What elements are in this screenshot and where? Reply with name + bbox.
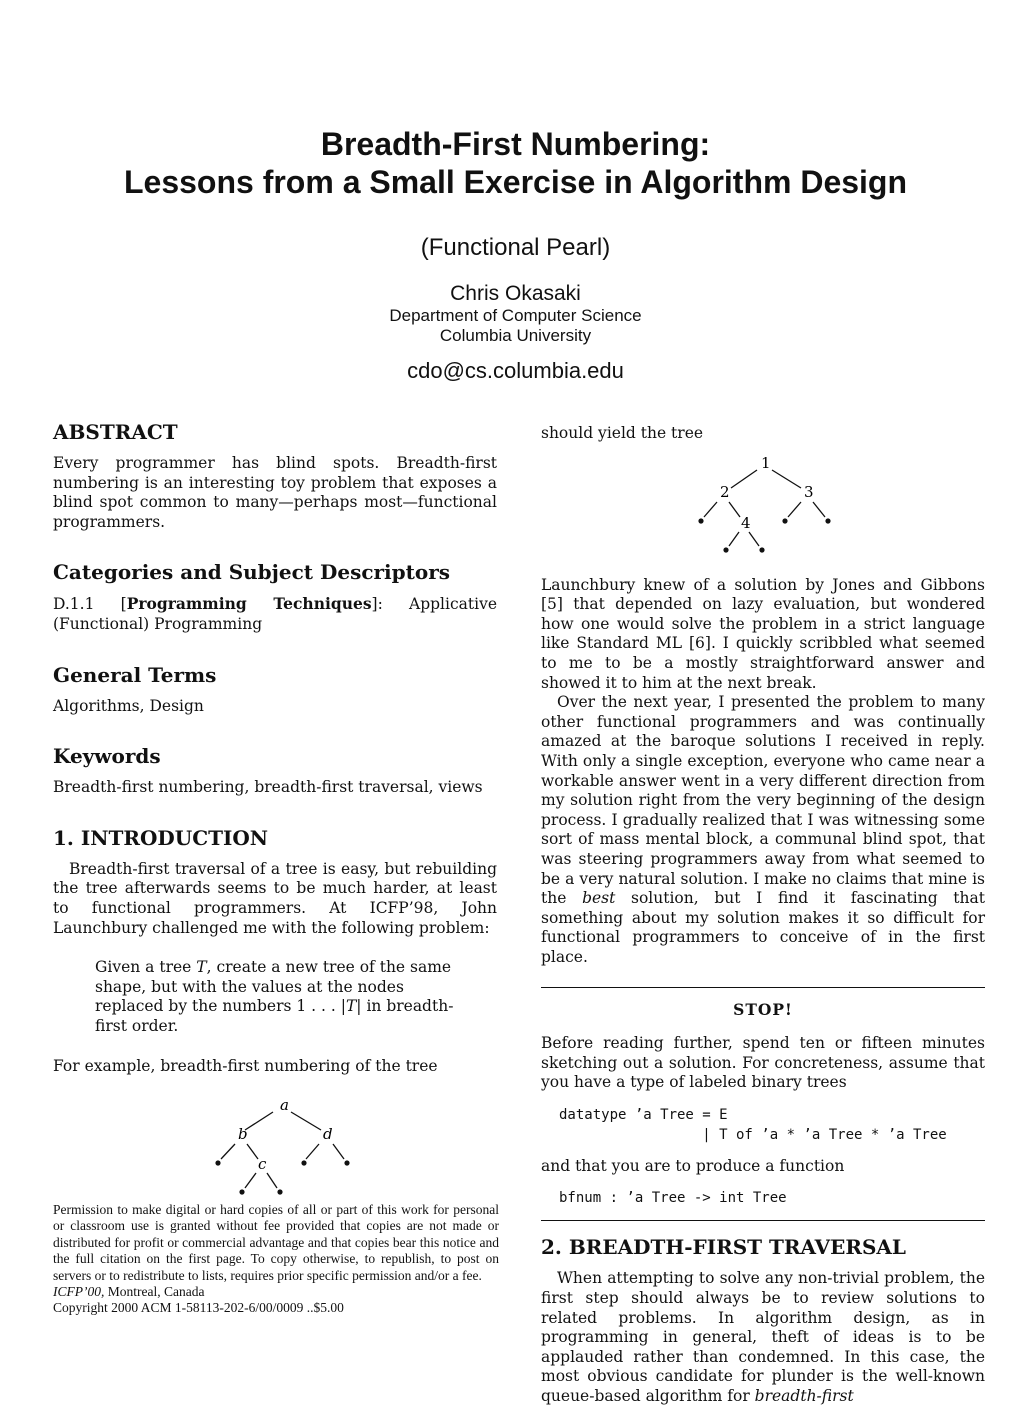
tree-leaf (723, 547, 728, 552)
tree-edge (704, 502, 717, 517)
title-line-1: Breadth-First Numbering: (320, 126, 711, 162)
tree-leaf (239, 1189, 244, 1194)
paper-title (0, 125, 1031, 201)
tree-edge (788, 502, 801, 517)
tree-edge (729, 502, 740, 517)
stop-text-2: and that you are to produce a function (541, 1156, 845, 1175)
keywords-heading: Keywords (53, 744, 161, 769)
paragraph-emphasis: best (582, 889, 616, 908)
author-email: cdo@cs.columbia.edu (407, 358, 624, 383)
tree-leaf (698, 518, 703, 523)
tree-edge (221, 1144, 235, 1159)
tree-leaf (301, 1160, 306, 1165)
categories-code: D.1.1 [ (53, 595, 127, 614)
tree-edge (333, 1144, 344, 1159)
tree-leaf (759, 547, 764, 552)
tree-edge (306, 1144, 319, 1159)
stop-box-bottom-rule (541, 1220, 985, 1221)
tree-node-root: 1 (761, 453, 771, 472)
tree-node-inner: 4 (741, 513, 751, 532)
tree-edge (267, 1173, 277, 1188)
title-line-2: Lessons from a Small Exercise in Algorithm Design (123, 164, 908, 200)
permission-text: Permission to make digital or hard copies of all or part of this work for personal or classroom use is granted without fee provided that copies are not made or distributed for profit or commercial advantage and that copies bear this notice and the full citation on the first page. To copy otherwise, to republish, to post on servers or to redistribute to lists, requires prior specific permission and/or a fee. (53, 1202, 499, 1283)
author-name: Chris Okasaki (450, 282, 581, 305)
tree-edge (813, 502, 825, 517)
paragraph-part: When attempting to solve any non-trivial problem, the first step should always be to review solutions to related problems. In algorithm design, as in programming in general, theft of ideas is to be applauded rather than condemned. In this case, the most obvious candidate for plunder is the well-known queue-based algorithm for (541, 1269, 985, 1405)
tree-edge (729, 532, 739, 546)
copyright-line: Copyright 2000 ACM 1-58113-202-6/00/0009 ..$5.00 (53, 1300, 344, 1316)
stop-text: Before reading further, spend ten or fifteen minutes sketching out a solution. For concreteness, assume that you have a type of labeled binary trees (541, 1034, 985, 1092)
tree-edge (731, 470, 757, 488)
quote-part: , create a new tree of the same shape, but with the values at the nodes replaced by the numbers 1 . . . | (95, 958, 452, 1016)
tree-node-inner: c (258, 1155, 267, 1174)
paragraph-part: Over the next year, I presented the problem to many other functional programmers and was continually amazed at the baroque solutions I received in reply. With only a single exception, everyone who came near a workable answer went in a very different direction from my solution right from the very beginning of the design process. I gradually realized that I was witnessing some sort of mass mental block, a communal blind spot, that was steering programmers away from what seemed to be a very natural solution. I make no claims that mine is the (541, 693, 985, 908)
launchbury-paragraph: Launchbury knew of a solution by Jones and Gibbons [5] that depended on lazy evaluation, but wondered how one would solve the problem in a strict language like Standard ML [6]. I quickly scribbled what seemed to me to be a mostly straightforward answer and showed it to him at the next break. (541, 575, 985, 692)
tree-leaf (277, 1189, 282, 1194)
categories-text (53, 594, 497, 634)
over-next-year-paragraph (541, 693, 985, 967)
keywords-text: Breadth-first numbering, breadth-first traversal, views (53, 778, 483, 797)
quote-part: Given a tree (95, 958, 197, 977)
tree-leaf (825, 518, 830, 523)
tree-node-right: 3 (804, 482, 814, 501)
problem-statement (95, 958, 467, 1036)
tree-leaf (215, 1160, 220, 1165)
example-text: For example, breadth-first numbering of the tree (53, 1056, 438, 1075)
section2-text (541, 1269, 985, 1406)
venue-location: Montreal, Canada (104, 1284, 205, 1300)
author-department: Department of Computer Science (389, 306, 642, 325)
general-terms-heading: General Terms (53, 662, 217, 687)
tree-node-root: a (280, 1096, 289, 1115)
input-tree-diagram (185, 1094, 365, 1204)
stop-heading: STOP! (733, 1000, 793, 1020)
paragraph-part: solution, but I find it fascinating that something about my solution makes it so difficult for functional programmers to conceive of in the first place. (541, 889, 985, 966)
quote-part: | in breadth-first order. (95, 997, 454, 1035)
tree-leaf (782, 518, 787, 523)
tree-edge (245, 1112, 273, 1130)
title-block (0, 125, 1031, 384)
author-university: Columbia University (439, 326, 592, 345)
tree-edge (291, 1112, 321, 1130)
venue-name: ICFP’00, (53, 1284, 105, 1300)
abstract-text: Every programmer has blind spots. Breadth-first numbering is an interesting toy problem that exposes a blind spot common to many—perhaps most—functional programmers. (53, 454, 497, 531)
intro-paragraph: Breadth-first traversal of a tree is easy, but rebuilding the tree afterwards seems to be much harder, at least to functional programmers. At ICFP’98, John Launchbury challenged me with the following problem: (53, 859, 497, 937)
tree-node-right: d (323, 1125, 333, 1144)
bfnum-signature-code: bfnum : ’a Tree -> int Tree (559, 1190, 787, 1207)
tree-edge (749, 532, 759, 546)
intro-heading: 1. INTRODUCTION (53, 825, 269, 850)
output-tree-diagram (673, 452, 853, 562)
tree-node-left: b (238, 1125, 248, 1144)
tree-datatype-code: datatype ’a Tree = E | T of ’a * ’a Tree * ’a Tree (559, 1106, 947, 1143)
tree-leaf (344, 1160, 349, 1165)
tree-edge (245, 1173, 256, 1188)
quote-var: T (196, 958, 207, 977)
tree-node-left: 2 (720, 482, 730, 501)
abstract-heading: ABSTRACT (53, 420, 178, 444)
stop-box-top-rule (541, 987, 985, 988)
general-terms-text: Algorithms, Design (53, 696, 204, 715)
paragraph-emphasis: breadth-first (754, 1387, 854, 1405)
categories-bold: Programming Techniques (126, 594, 372, 614)
paper-subtitle: (Functional Pearl) (420, 234, 611, 261)
right-column (541, 424, 985, 1407)
categories-heading: Categories and Subject Descriptors (53, 560, 451, 585)
venue-line (53, 1284, 499, 1300)
section2-heading: 2. BREADTH-FIRST TRAVERSAL (541, 1235, 906, 1260)
categories-rest: ]: Applicative (Functional) Programming (53, 595, 497, 633)
quote-var: T (345, 997, 357, 1016)
yield-text: should yield the tree (541, 424, 704, 442)
tree-edge (772, 470, 801, 488)
left-column (53, 420, 497, 1204)
permission-notice (53, 1202, 499, 1317)
tree-edge (247, 1144, 258, 1159)
